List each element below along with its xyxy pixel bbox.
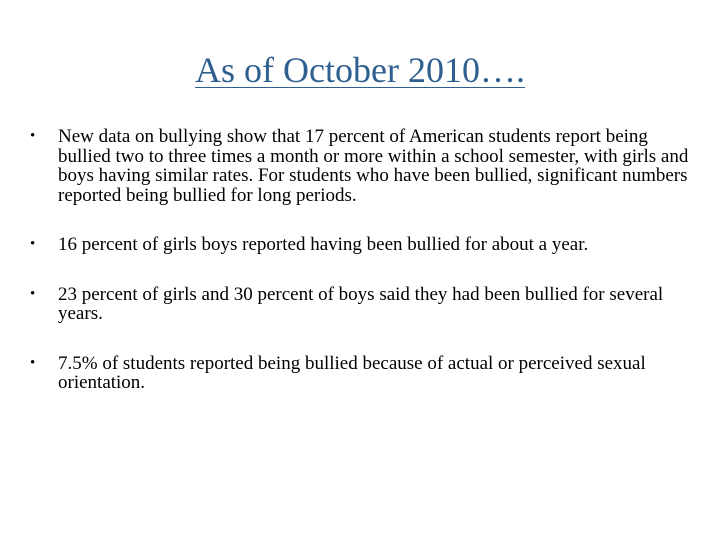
bullet-list	[30, 127, 700, 423]
bullet-icon: •	[30, 236, 36, 252]
bullet-item-3	[30, 285, 700, 324]
bullet-icon: •	[30, 285, 36, 302]
bullet-item-2	[30, 235, 700, 255]
bullet-text: New data on bullying show that 17 percent of American students report being bullied two to three times a month or more within a school semester, with girls and boys having similar rates. For students who have been bullied, significant numbers reported being bullied for long periods.	[58, 126, 689, 206]
bullet-text: 23 percent of girls and 30 percent of boys said they had been bullied for several years.	[58, 283, 664, 324]
bullet-item-1	[30, 127, 700, 205]
bullet-text: 16 percent of girls boys reported having been bullied for about a year.	[58, 234, 589, 255]
bullet-item-4	[30, 354, 700, 393]
bullet-icon: •	[30, 128, 36, 144]
bullet-text: 7.5% of students reported being bullied because of actual or perceived sexual orientation.	[58, 352, 646, 393]
slide-title: As of October 2010….	[195, 50, 525, 90]
bullet-icon: •	[30, 354, 36, 371]
